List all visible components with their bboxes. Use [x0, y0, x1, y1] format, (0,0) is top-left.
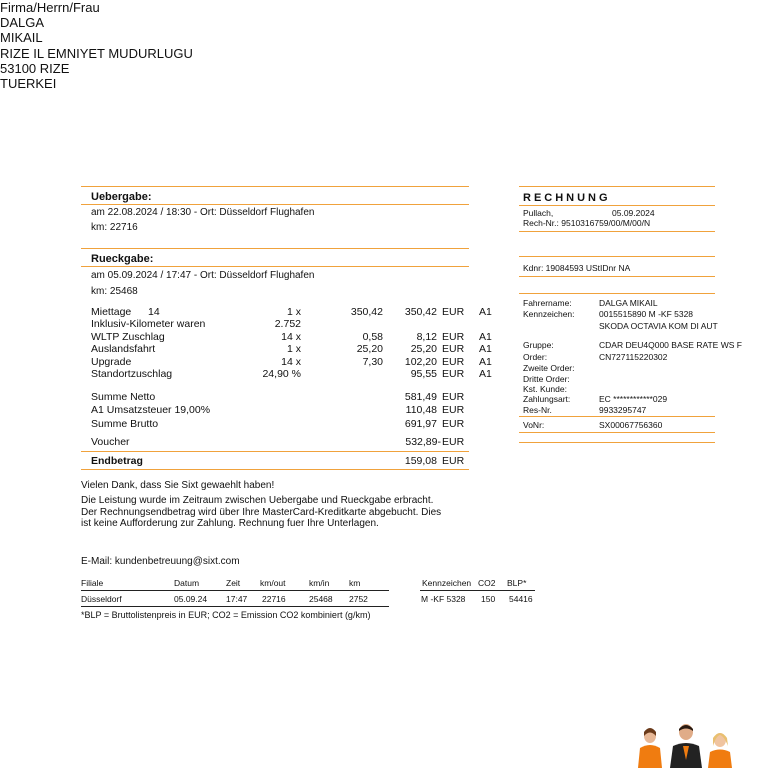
item-amount: 8,12: [416, 331, 437, 343]
divider: [519, 442, 715, 443]
payment-notice: [81, 495, 441, 530]
column-header: Zeit: [226, 578, 241, 588]
staff-illustration: [636, 720, 736, 768]
recipient-first-name: MIKAIL: [0, 30, 43, 46]
divider: [519, 205, 715, 206]
salutation: Firma/Herrn/Frau: [0, 0, 100, 15]
item-unit-price: 7,30: [362, 356, 383, 368]
item-tax-code: A1: [479, 331, 492, 343]
sum-label: Summe Netto: [91, 391, 156, 403]
sum-amount: 532,89-: [405, 436, 441, 448]
total-row: [91, 455, 471, 468]
divider: [519, 231, 715, 232]
item-description: Standortzuschlag: [91, 368, 173, 380]
item-description: Inklusiv-Kilometer waren: [91, 318, 206, 330]
recipient-organization: RIZE IL EMNIYET MUDURLUGU: [0, 45, 193, 61]
field-label: Fahrername:: [523, 298, 572, 308]
handover-km: km: 22716: [91, 222, 138, 233]
recipient-last-name: DALGA: [0, 15, 45, 31]
item-tax-code: A1: [479, 368, 492, 380]
table-cell: 25468: [309, 594, 333, 604]
divider: [519, 416, 715, 417]
invoice-title: RECHNUNG: [523, 192, 611, 204]
item-amount: 102,20: [404, 356, 437, 368]
total-currency: EUR: [442, 455, 465, 467]
vehicle-model: SKODA OCTAVIA KOM DI AUT: [599, 321, 718, 331]
sum-currency: EUR: [442, 391, 465, 403]
field-label: Zahlungsart:: [523, 394, 571, 404]
item-count: 24,90 %: [262, 368, 301, 380]
return-details: am 05.09.2024 / 17:47 - Ort: Düsseldorf Flughafen: [91, 270, 315, 281]
table-cell: 2752: [349, 594, 368, 604]
line-item: [91, 343, 491, 356]
column-header: Datum: [174, 578, 200, 588]
item-currency: EUR: [442, 356, 465, 368]
customer-number: Kdnr: 19084593 UStIDnr NA: [523, 263, 631, 273]
item-count: 14 x: [281, 356, 301, 368]
return-km: km: 25468: [91, 286, 138, 297]
divider: [81, 451, 469, 452]
field-label: Res-Nr.: [523, 405, 552, 415]
item-description: Miettage: [91, 306, 132, 318]
line-item: [91, 318, 491, 331]
item-description: Upgrade: [91, 356, 132, 368]
item-amount: 350,42: [404, 306, 437, 318]
invoice-place: Pullach,: [523, 208, 554, 218]
item-unit-price: 0,58: [362, 331, 383, 343]
field-label: VoNr:: [523, 420, 545, 430]
column-header: Kennzeichen: [422, 578, 472, 588]
divider: [81, 204, 469, 205]
driver-name: DALGA MIKAIL: [599, 298, 658, 308]
column-header: Filiale: [81, 578, 104, 588]
line-item: [91, 368, 491, 381]
item-amount: 25,20: [410, 343, 437, 355]
handover-details: am 22.08.2024 / 18:30 - Ort: Düsseldorf Flughafen: [91, 207, 315, 218]
table-cell: M -KF 5328: [421, 594, 466, 604]
notice-line: ist keine Aufforderung zur Zahlung. Rechnung fuer Ihre Unterlagen.: [81, 518, 379, 529]
order-number: CN727115220302: [599, 352, 668, 362]
rate-group: CDAR DEU4Q000 BASE RATE WS F: [599, 340, 742, 350]
table-divider: [81, 590, 389, 591]
item-days: 14: [148, 306, 160, 318]
sum-row: [91, 391, 471, 404]
person-uniform: [708, 750, 732, 768]
item-amount: 95,55: [410, 368, 437, 380]
person-uniform: [638, 745, 662, 768]
table-divider: [81, 606, 389, 607]
item-count: 2.752: [274, 318, 301, 330]
field-label: Kst. Kunde:: [523, 384, 567, 394]
sum-amount: 110,48: [405, 404, 437, 416]
item-description: Auslandsfahrt: [91, 343, 156, 355]
item-unit-price: 25,20: [356, 343, 383, 355]
field-label: Order:: [523, 352, 548, 362]
column-header: CO2: [478, 578, 496, 588]
item-currency: EUR: [442, 331, 465, 343]
field-label: Kennzeichen:: [523, 309, 575, 319]
table-cell: 17:47: [226, 594, 248, 604]
divider: [519, 276, 715, 277]
sum-label: Voucher: [91, 436, 130, 448]
notice-line: Die Leistung wurde im Zeitraum zwischen Uebergabe und Rueckgabe erbracht.: [81, 495, 434, 506]
item-count: 1 x: [286, 343, 301, 355]
sum-row: [91, 436, 471, 449]
item-unit-price: 350,42: [350, 306, 383, 318]
invoice-date: 05.09.2024: [612, 208, 655, 218]
divider: [81, 266, 469, 267]
field-label: Zweite Order:: [523, 363, 575, 373]
sum-row: [91, 418, 471, 431]
email-line: E-Mail: kundenbetreuung@sixt.com: [81, 556, 240, 567]
footer-note: *BLP = Bruttolistenpreis in EUR; CO2 = Emission CO2 kombiniert (g/km): [81, 610, 371, 620]
sum-label: Summe Brutto: [91, 418, 159, 430]
item-tax-code: A1: [479, 356, 492, 368]
table-cell: 54416: [509, 594, 533, 604]
divider: [519, 293, 715, 294]
sum-currency: EUR: [442, 436, 465, 448]
item-count: 14 x: [281, 331, 301, 343]
table-cell: 22716: [262, 594, 286, 604]
item-description: WLTP Zuschlag: [91, 331, 165, 343]
recipient-address: [0, 0, 768, 91]
field-label: Dritte Order:: [523, 374, 570, 384]
return-title: Rueckgabe:: [91, 253, 154, 265]
sum-amount: 581,49: [404, 391, 437, 403]
thank-you-text: Vielen Dank, dass Sie Sixt gewaehlt haben!: [81, 480, 275, 491]
column-header: km/out: [260, 578, 286, 588]
handover-title: Uebergabe:: [91, 191, 152, 203]
field-label: Gruppe:: [523, 340, 554, 350]
divider: [81, 248, 469, 249]
sum-currency: EUR: [442, 404, 465, 416]
sum-currency: EUR: [442, 418, 465, 430]
column-header: km: [349, 578, 361, 588]
license-plate: 0015515890 M -KF 5328: [599, 309, 694, 319]
divider: [81, 469, 469, 470]
item-currency: EUR: [442, 306, 465, 318]
recipient-country: TUERKEI: [0, 76, 57, 92]
item-currency: EUR: [442, 343, 465, 355]
item-currency: EUR: [442, 368, 465, 380]
item-tax-code: A1: [479, 306, 492, 318]
table-cell: 05.09.24: [174, 594, 208, 604]
recipient-city: 53100 RIZE: [0, 60, 70, 76]
invoice-number: Rech-Nr.: 9510316759/00/M/00/N: [523, 218, 651, 228]
column-header: km/in: [309, 578, 330, 588]
sum-amount: 691,97: [404, 418, 437, 430]
total-label: Endbetrag: [91, 455, 143, 467]
notice-line: Der Rechnungsendbetrag wird über Ihre MasterCard-Kreditkarte abgebucht. Dies: [81, 506, 442, 518]
divider: [81, 186, 469, 187]
payment-method: EC ************029: [599, 394, 668, 404]
reservation-number: 9933295747: [599, 405, 647, 415]
table-cell: Düsseldorf: [81, 594, 122, 604]
sum-label: A1 Umsatzsteuer 19,00%: [91, 404, 211, 416]
total-amount: 159,08: [404, 455, 437, 467]
vo-number: SX00067756360: [599, 420, 663, 430]
divider: [519, 256, 715, 257]
divider: [519, 432, 715, 433]
table-cell: 150: [481, 594, 496, 604]
item-count: 1 x: [286, 306, 301, 318]
table-divider: [420, 590, 535, 591]
column-header: BLP*: [507, 578, 527, 588]
divider: [519, 186, 715, 187]
item-tax-code: A1: [479, 343, 492, 355]
sum-row: [91, 404, 471, 417]
